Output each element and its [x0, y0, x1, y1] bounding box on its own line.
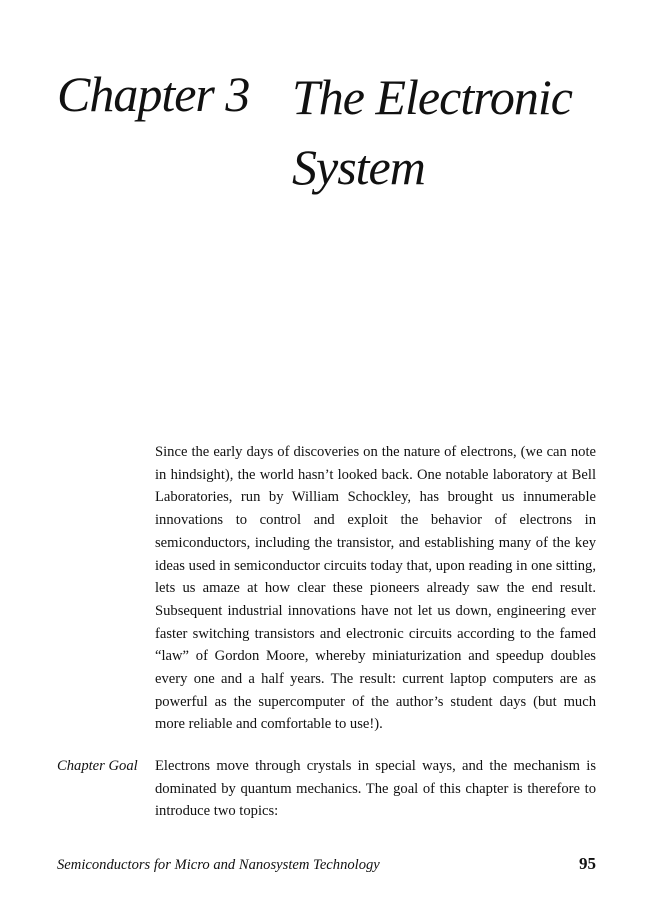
chapter-label: Chapter 3 — [57, 66, 250, 122]
chapter-goal-section — [155, 755, 596, 823]
intro-paragraph: Since the early days of discoveries on the nature of electrons, (we can note in hindsight), the world hasn’t looked back. One notable laboratory at Bell Laboratories, run by William Schockley, has brought us innumerable innovations to control and exploit the behavior of electrons in semiconductors, including the transistor, and establishing many of the key ideas used in semiconductor circuits today that, upon reading in one sitting, lets us amaze at how clear these pioneers already saw the end result. Subsequent industrial innovations have not let us down, engineering ever faster switching transistors and electronic circuits according to the famed “law” of Gordon Moore, whereby miniaturization and speedup doubles every one and a half years. The result: current laptop computers are as powerful as the supercomputer of the author’s student days (but much more reliable and comfortable to use!). — [155, 444, 596, 733]
intro-section — [155, 441, 596, 736]
chapter-title: The Electronic System — [292, 69, 572, 195]
chapter-goal-paragraph: Electrons move through crystals in special ways, and the mechanism is dominated by quantum mechanics. The goal of this chapter is therefore to introduce two topics: — [155, 758, 596, 820]
footer-book-title: Semiconductors for Micro and Nanosystem Technology — [57, 857, 380, 873]
page-number: 95 — [579, 854, 596, 873]
chapter-goal-label: Chapter Goal — [57, 758, 138, 774]
